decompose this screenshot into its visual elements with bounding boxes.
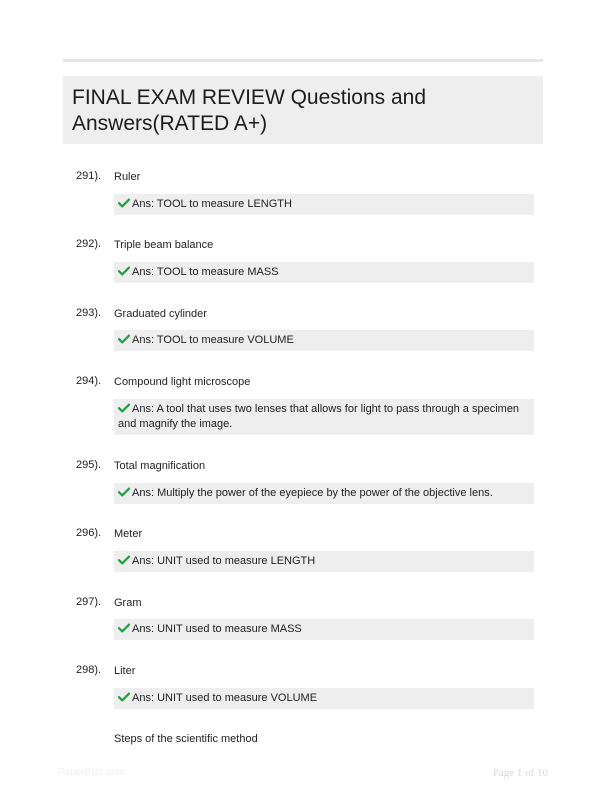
question-text: Compound light microscope: [114, 376, 251, 388]
question-text: Graduated cylinder: [114, 308, 207, 320]
question-text: Steps of the scientific method: [114, 733, 258, 745]
question-number: 298).: [76, 664, 102, 676]
checkmark-icon: [118, 266, 130, 276]
question-number: 295).: [76, 459, 102, 471]
answer-text: Ans: UNIT used to measure LENGTH: [132, 555, 316, 567]
answer-text: Ans: UNIT used to measure MASS: [132, 623, 302, 635]
checkmark-icon: [118, 623, 130, 633]
answer-text: Ans: TOOL to measure LENGTH: [132, 198, 292, 210]
question-text: Triple beam balance: [114, 239, 214, 251]
question-text: Ruler: [114, 171, 141, 183]
answer-box: [114, 551, 534, 572]
question-number: 296).: [76, 527, 102, 539]
answer-text: Ans: TOOL to measure VOLUME: [132, 334, 294, 346]
question-text: Gram: [114, 597, 142, 609]
checkmark-icon: [118, 487, 130, 497]
answer-box: [114, 262, 534, 283]
answer-text: Ans: A tool that uses two lenses that allows for light to pass through a specimen and magnify the image.: [118, 403, 520, 430]
checkmark-icon: [118, 403, 130, 413]
question-number: 293).: [76, 307, 102, 319]
checkmark-icon: [118, 198, 130, 208]
page-indicator: Page 1 of 10: [492, 767, 548, 779]
question-number: 292).: [76, 238, 102, 250]
answer-text: Ans: TOOL to measure MASS: [132, 266, 279, 278]
answer-text: Ans: UNIT used to measure VOLUME: [132, 692, 318, 704]
document-title: FINAL EXAM REVIEW Questions and Answers(RATED A+): [72, 86, 427, 135]
answer-box: [114, 330, 534, 351]
checkmark-icon: [118, 334, 130, 344]
question-text: Total magnification: [114, 460, 206, 472]
checkmark-icon: [118, 692, 130, 702]
question-number: 297).: [76, 596, 102, 608]
question-text: Liter: [114, 665, 136, 677]
question-number: 291).: [76, 170, 102, 182]
top-divider: [63, 59, 543, 62]
footer-watermark: PaperBlitz.com: [58, 767, 126, 778]
title-banner: [63, 76, 543, 144]
answer-box: [114, 194, 534, 215]
answer-box: [114, 399, 534, 435]
answer-box: [114, 619, 534, 640]
answer-box: [114, 483, 534, 504]
question-text: Meter: [114, 528, 143, 540]
answer-text: Ans: Multiply the power of the eyepiece by the power of the objective lens.: [132, 487, 493, 499]
question-number: 294).: [76, 375, 102, 387]
answer-box: [114, 688, 534, 709]
checkmark-icon: [118, 555, 130, 565]
